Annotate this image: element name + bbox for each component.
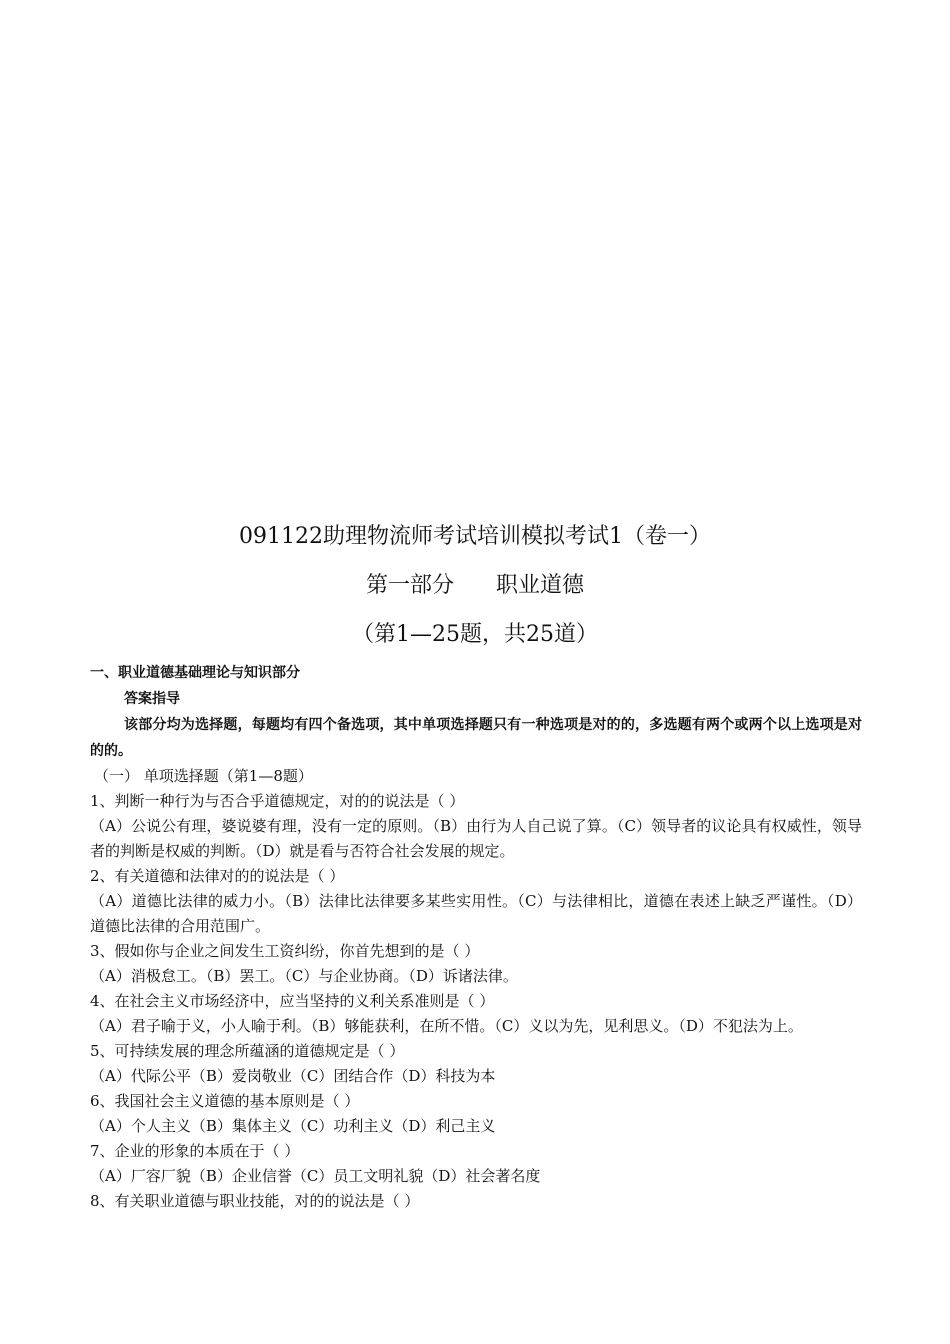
document-title: 091122助理物流师考试培训模拟考试1（卷一） [239, 524, 711, 549]
question-text: 3、假如你与企业之间发生工资纠纷，你首先想到的是（ ） [90, 942, 480, 960]
document-body [90, 660, 862, 1214]
question-options: （A）代际公平（B）爱岗敬业（C）团结合作（D）科技为本 [90, 1067, 496, 1085]
question-options: （A）厂容厂貌（B）企业信誉（C）员工文明礼貌（D）社会著名度 [90, 1167, 541, 1185]
question-options: （A）君子喻于义，小人喻于利。（B）够能获利，在所不惜。（C）义以为先，见利思义。（D）不犯法为上。 [90, 1017, 803, 1035]
title-block [0, 520, 950, 652]
subsection-heading: （一） 单项选择题（第1—8题） [94, 767, 313, 785]
question-options: （A）道德比法律的威力小。（B）法律比法律要多某些实用性。（C）与法律相比，道德在表述上缺乏严谨性。（D）道德比法律的合用范围广。 [90, 892, 862, 935]
question-options: （A）消极怠工。（B）罢工。（C）与企业协商。（D）诉诸法律。 [90, 967, 518, 985]
question-text: 2、有关道德和法律对的的说法是（ ） [90, 867, 345, 885]
question-text: 6、我国社会主义道德的基本原则是（ ） [90, 1092, 360, 1110]
question-text: 7、企业的形象的本质在于（ ） [90, 1142, 300, 1160]
question-text: 4、在社会主义市场经济中，应当坚持的义利关系准则是（ ） [90, 992, 495, 1010]
question-text: 5、可持续发展的理念所蕴涵的道德规定是（ ） [90, 1042, 405, 1060]
question-options: （A）公说公有理，婆说婆有理，没有一定的原则。（B）由行为人自己说了算。（C）领导者的议论具有权威性，领导者的判断是权威的判断。（D）就是看与否符合社会发展的规定。 [90, 817, 862, 860]
instructions-paragraph: 该部分均为选择题，每题均有四个备选项，其中单项选择题只有一种选项是对的的，多选题有两个或两个以上选项是对的的。 [90, 717, 862, 759]
question-text: 8、有关职业道德与职业技能，对的的说法是（ ） [90, 1192, 420, 1210]
answer-guide-label: 答案指导 [124, 691, 180, 707]
part-title: 第一部分 职业道德 [366, 573, 584, 598]
question-options: （A）个人主义（B）集体主义（C）功利主义（D）利己主义 [90, 1117, 496, 1135]
question-text: 1、判断一种行为与否合乎道德规定，对的的说法是（ ） [90, 792, 465, 810]
question-range: （第1—25题，共25道） [352, 622, 598, 647]
section-heading: 一、职业道德基础理论与知识部分 [90, 665, 300, 681]
